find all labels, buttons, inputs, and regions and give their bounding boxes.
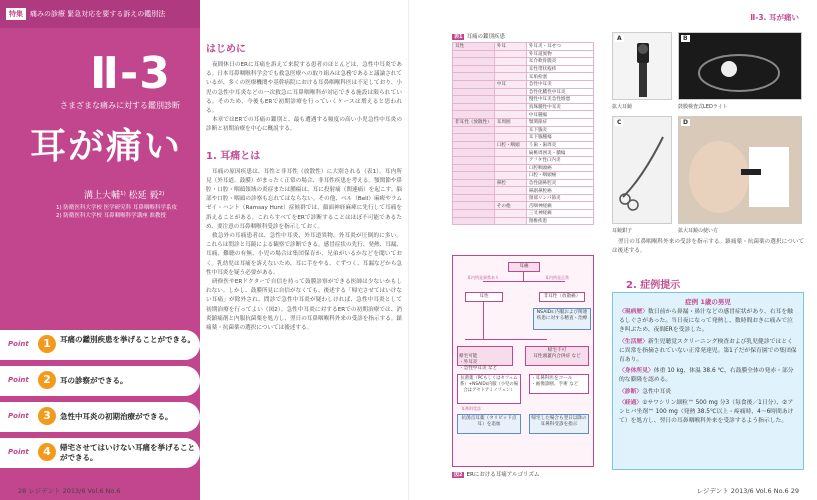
case-box [612,292,804,470]
table-cell: 耳周囲 [494,118,526,126]
table-row [453,126,594,134]
table-cell [453,111,495,119]
case-item [613,367,803,385]
photo-otoscope: A [612,32,672,100]
table-cell [494,65,526,73]
table-cell: 非耳性（放散性） [453,118,495,126]
table-cell: 耳垢栓塞 [526,73,593,81]
intro-paragraph: 夜間休日のERに耳痛を訴えて来院する患者のほとんどは、急性中耳炎である。日本耳鼻咽喉科学会でも救急医療への取り組みは急務であると議論されているが、多くの医療機関や基幹病院における耳鼻咽喉科医は不足しており、小児の急性中耳炎などの一次救急に耳鼻咽喉科が対応できる施設は限られている。そのため、今後もERで初期診療を行っていくケースは増えると思われる。 [206,62,402,115]
algo-next-day: 帰宅した場合も翌日以降の耳鼻科受診を指示 [529,414,589,434]
section-paragraph: 研修医やERドクターで自信を持って鼓膜診察ができる医師は少ないかもしれない。しかし、鼓膜所見に自信がなくても、後述する「帰宅させてはいけない耳痛」が除外され、問診で急性中耳炎が疑わしければ、急性中耳炎として初期治療を行ってよい（図2）。急性中耳炎に対するERでの初期治療では、消炎鎮痛剤と内服抗菌薬を処方し、翌日の耳鼻咽喉科外来の受診を指示する。鎮痛薬・抗菌薬の選択については後述する。 [206,279,402,332]
table-row [453,73,594,81]
table-cell [494,96,526,104]
case-title: 症例 1歳の男児 [685,298,731,306]
intro-heading: はじめに [206,44,246,55]
table-cell [494,73,526,81]
table-cell [494,103,526,111]
case-item-text: 体重 10 kg、体温 38.6 ℃、右鼓膜全体の発赤・部分的な膨隆を認める。 [619,368,794,384]
table-cell: 頸椎疾患 [526,217,593,225]
table-cell [453,149,495,157]
feature-tag: 特集 [6,8,26,20]
table-cell: アフタ性口内炎 [526,156,593,164]
left-body [206,40,402,333]
table-row [453,217,594,225]
table-row [453,164,594,172]
table-cell: 鼻腔 [494,179,526,187]
table-row [453,80,594,88]
case-item-text: 新生児聴覚スクリーニング検査および乳児健診ではとくに異常を指摘されていない正常発達児。第1子だが保育園での集団保育あり。 [619,338,797,364]
table-cell [494,217,526,225]
algo-ent-label: 耳鼻科受診 [461,406,481,411]
chapter-number: Ⅱ-3 [90,48,171,99]
series-title: 痛みの診療 緊急対応を要する訴えの鑑別法 [30,10,166,18]
table-cell: 耳介軟骨膜炎 [526,58,593,66]
table-cell: 耳性帯状疱疹 [526,65,593,73]
table-cell [494,210,526,218]
point-item [0,402,200,432]
table-cell [494,149,526,157]
point-text: 耳痛の鑑別疾患を挙げることができる。 [60,335,195,344]
table-row [453,156,594,164]
table-cell: 扁桃周囲炎・膿瘍 [526,149,593,157]
table-cell: 頸部リンパ節炎 [526,194,593,202]
table-cell [453,164,495,172]
table-cell [453,194,495,202]
point-text: 帰宅させてはいけない耳痛を挙げることができる。 [60,443,195,462]
photo-caption: 耳鏡鉗子 [612,228,633,234]
table-cell [453,172,495,180]
table-row [453,134,594,142]
table-row [453,111,594,119]
table-row [453,179,594,187]
point-item [0,438,200,468]
table-cell [494,58,526,66]
case-item [613,399,803,427]
intro-paragraph: 本章ではERでの耳痛の鑑別と、最も遭遇する頻度の高い小児急性中耳炎の診断と初期治療を中心に概説する。 [206,117,402,133]
continued-paragraph: 翌日の耳鼻咽喉科外来の受診を指示する。鎮痛薬・抗菌薬の選択については後述する。 [612,239,804,255]
table-row [453,202,594,210]
table-cell [494,187,526,195]
table-row [453,194,594,202]
table-cell [453,156,495,164]
table-cell [453,50,495,58]
point-item [0,366,200,396]
table-cell: 真珠腫性中耳炎 [526,103,593,111]
authors: 溝上大輔¹⁾ 松延 毅²⁾ [84,191,165,201]
table-cell: 耳性 [453,43,495,51]
table-cell [453,58,495,66]
table-cell: 耳下腺炎 [526,126,593,134]
table-cell [453,80,495,88]
table-cell [453,103,495,111]
table-cell [494,164,526,172]
point-text: 耳の診察ができる。 [60,376,128,385]
title-panel [0,0,200,500]
case-item-text: 数日前から鼻漏・鼻汁などの感冒症状があり、右耳を触るしぐさがあった。当日夜になって発熱し、数時間おきに痛みで泣き叫ぶため、夜間ERを受診した。 [619,309,793,334]
case-items [613,308,803,426]
table-cell [453,187,495,195]
table-cell [494,156,526,164]
footer-right: レジデント 2013/6 Vol.6 No.6 29 [696,487,799,495]
photo-otoscope-use: D [678,116,802,224]
table-row [453,65,594,73]
table-cell: その他 [494,202,526,210]
point-text: 急性中耳炎の初期治療ができる。 [60,412,173,421]
exam-scene-icon [679,117,802,224]
table-caption: 表1 耳痛の鑑別疾患 [454,34,505,40]
table-cell [453,73,495,81]
table-cell [494,194,526,202]
chapter-title: 耳が痛い [30,126,183,167]
table-row [453,43,594,51]
table-cell: 中耳 [494,80,526,88]
table-cell: 外耳道異物 [526,50,593,58]
case-item-text: ①サワシリン細粒™ 500 mg 分3（毎食後／1日分）、②アンヒバ坐剤™ 100 mg（発熱 38.5℃以上・疼痛時、4〜6時間あけて）を処方し、翌日の耳鼻咽喉科外来を受診するよう指示した。 [619,399,794,425]
affiliation-2: 2) 防衛医科大学校 耳鼻咽喉科学講座 准教授 [56,213,166,219]
section-paragraph: 耳痛の原因疾患は、耳性と非耳性（放散性）に大別される（表1）。耳内所見（外耳道、鼓膜）がまったく正常の場合、非耳性疾患を考える。顎関節や鼻腔・口腔・咽頭領域の炎症または腫瘍は、耳に投射痛（関連痛）を起こす。脳部や口腔・咽頭の診察も忘れてはならない。その他、ベル（Bell）麻痺やラムゼイ・ハント（Ramsay Hunt）症候群では、顔面神経麻痺に先行して耳痛を訴えることがある。これらすべてをERで診断することはほぼ不可能であるため、要注意の耳鼻咽喉科受診を指示しておく。 [206,168,402,230]
algo-home-sub: ・外耳炎 ・急性中耳炎 など [459,360,498,371]
point-number: 3 [38,407,56,425]
right-body [612,238,804,256]
forceps-icon [613,117,672,224]
table-cell: 慢性中耳炎急性増悪 [526,96,593,104]
case-item-key: 〈経過〉 [619,399,643,406]
algo-non-ear: 非耳性（放散痛） [539,292,585,302]
running-header: Ⅱ-3. 耳が痛い [750,13,799,22]
case-item [613,338,803,366]
algo-escalate: ・耳鼻科医をコール ・画像診断、手術 など [529,374,589,394]
table-cell [494,172,526,180]
table-cell [494,50,526,58]
algo-nsaids: NSAIDs 内服および関連疾患に対する精査・治療 [533,308,591,330]
point-label: Point [8,376,29,384]
table-cell: 急性副鼻腔炎 [526,179,593,187]
table-cell: 三叉神経痛 [526,210,593,218]
table-row [453,58,594,66]
table-cell [453,217,495,225]
photo-led-light: B [678,32,802,100]
point-item [0,330,200,360]
algo-home: 帰宅可能 ・外耳炎 ・急性中耳炎 など [457,346,513,366]
table-cell: 急性化膿性中耳炎 [526,88,593,96]
algo-drops: 抗菌点耳薬（タリビッド点耳）を追加 [457,414,521,434]
table-cell: 口腔・咽頭 [494,141,526,149]
gutter [408,0,409,500]
table-cell: 顎関節症 [526,118,593,126]
table-row [453,96,594,104]
table-1 [452,32,594,225]
section-2-heading: 2. 症例提示 [626,280,681,291]
case-item-key: 〈現病歴〉 [619,309,648,315]
algo-rx: 抗菌薬（PCもしくはセフェム系）+NSAIDs内服（小児の場合はアセトアミノフェン） [457,374,521,404]
footer-left: 28 レジデント 2013/6 Vol.6 No.6 [18,487,121,495]
table-cell [453,96,495,104]
table-row [453,50,594,58]
table-row [453,210,594,218]
table-cell: う歯・歯周炎 [526,141,593,149]
case-item-text: 急性中耳炎 [642,388,672,395]
point-number: 1 [38,335,56,353]
algo-label-abnormal: 耳内所見異常あり [467,275,499,280]
affiliation-1: 1) 防衛医科大学校 医学研究科 耳鼻咽喉科学系攻 [56,205,177,211]
table-cell: 急性中耳炎 [526,80,593,88]
table-cell [453,210,495,218]
table-row [453,187,594,195]
table-cell [494,126,526,134]
algo-root: 耳痛 [508,262,540,272]
section-1-heading: 1. 耳痛とは [206,150,261,162]
table-cell [453,202,495,210]
case-item [613,308,803,336]
photo-caption: 拡大耳鏡の使い方 [678,228,719,234]
table-cell [453,179,495,187]
photo-forceps: C [612,116,672,224]
otoscope-icon [613,33,672,100]
table-cell [453,126,495,134]
table-row [453,118,594,126]
table-cell [453,65,495,73]
table-row [453,149,594,157]
case-item [613,388,803,397]
learning-points [0,330,200,474]
photo-caption: 拡大耳鏡 [612,104,633,110]
point-label: Point [8,448,29,456]
algo-label-normal: 耳内所見正常 [545,275,569,280]
table-cell: 口腔咽頭癌 [526,164,593,172]
headlight-icon [679,33,802,100]
algo-ear: 耳性 [465,292,503,302]
table-cell: 口腔・咽頭癌 [526,172,593,180]
table-row [453,88,594,96]
table-cell [494,111,526,119]
table-cell: 鼻副鼻腔癌 [526,187,593,195]
point-number: 2 [38,371,56,389]
algorithm-chart [452,255,594,467]
differential-table [452,42,594,225]
table-row [453,141,594,149]
table-cell: 中耳腫瘍 [526,111,593,119]
point-number: 4 [38,443,56,461]
section-paragraph: 救急外の耳痛患者は、急性中耳炎、外耳道異物、外耳炎が圧倒的に多い。これらは問診と耳鏡による観察で診断できる。感冒症状の先行、発熱、耳漏、耳痛、難聴の有無、小児の場合は集団保育か、兄弟がいるかなどを聞いておく。乳幼児は耳痛を訴えないため、耳に手をやる、ぐずつく、耳漏などから急性中耳炎を疑う必要がある。 [206,233,402,276]
case-item-key: 〈生活歴〉 [619,338,648,345]
figure-caption: 図2 ERにおける耳痛アルゴリズム [454,472,540,478]
point-label: Point [8,412,29,420]
table-cell [453,88,495,96]
table-row [453,172,594,180]
photo-caption: 鼓膜検査式LEDライト [678,104,728,110]
case-item-key: 〈身体所見〉 [619,368,654,375]
case-item-key: 〈診断〉 [619,388,643,395]
table-row [453,103,594,111]
table-cell: 外耳 [494,43,526,51]
table-cell [494,134,526,142]
algo-no-home: 帰宅不可 耳性頭蓋内合併症 など [525,346,589,366]
table-cell: 舌咽神経痛 [526,202,593,210]
table-cell: 耳下腺腫瘍 [526,134,593,142]
point-label: Point [8,340,29,348]
table-cell [453,141,495,149]
chapter-subtitle: さまざまな痛みに対する鑑別診断 [60,101,180,110]
table-cell [453,134,495,142]
table-cell: 外耳炎・耳せつ [526,43,593,51]
table-cell [494,88,526,96]
